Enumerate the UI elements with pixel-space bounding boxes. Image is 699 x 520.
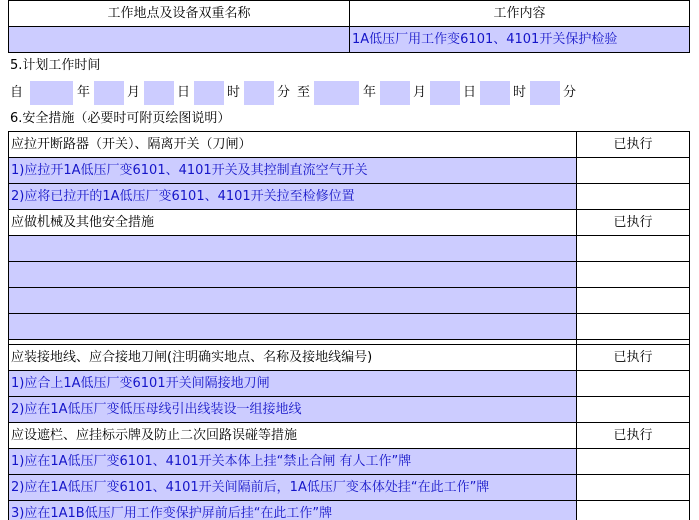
measure-item[interactable]: 1)应合上1A低压厂变6101开关间隔接地刀闸: [8, 370, 577, 397]
executed-checkbox[interactable]: [576, 313, 690, 340]
executed-header: 已执行: [576, 422, 690, 449]
executed-checkbox[interactable]: [576, 157, 690, 184]
executed-checkbox[interactable]: [576, 261, 690, 288]
measure-item[interactable]: 2)应将已拉开的1A低压厂变6101、4101开关拉至检修位置: [8, 183, 577, 210]
section5-title: 5.计划工作时间: [10, 58, 101, 73]
group-heading: 应做机械及其他安全措施: [8, 209, 577, 236]
end-month-field[interactable]: [380, 81, 410, 105]
work-content-value[interactable]: 1A低压厂用工作变6101、4101开关保护检验: [349, 26, 690, 53]
start-month-label: 月: [127, 85, 141, 100]
section6-title: 6.安全措施（必要时可附页绘图说明）: [10, 111, 231, 126]
executed-header: 已执行: [576, 131, 690, 158]
executed-header: 已执行: [576, 209, 690, 236]
group-heading: 应装接地线、应合接地刀闸(注明确实地点、名称及接地线编号): [8, 344, 577, 371]
measure-item[interactable]: [8, 287, 577, 314]
end-minute-field[interactable]: [530, 81, 560, 105]
end-year-label: 年: [363, 85, 377, 100]
measure-item[interactable]: 3)应在1A1B低压厂用工作变保护屏前后挂“在此工作”牌: [8, 500, 577, 520]
executed-checkbox[interactable]: [576, 287, 690, 314]
start-day-field[interactable]: [144, 81, 174, 105]
start-minute-label: 分: [277, 85, 291, 100]
executed-checkbox[interactable]: [576, 500, 690, 520]
group-heading: 应设遮栏、应挂标示牌及防止二次回路误碰等措施: [8, 422, 577, 449]
end-month-label: 月: [413, 85, 427, 100]
executed-checkbox[interactable]: [576, 448, 690, 475]
start-month-field[interactable]: [94, 81, 124, 105]
measure-item[interactable]: 2)应在1A低压厂变6101、4101开关间隔前后，1A低压厂变本体处挂“在此工作”牌: [8, 474, 577, 501]
end-day-label: 日: [463, 85, 477, 100]
measure-item[interactable]: [8, 235, 577, 262]
start-hour-label: 时: [227, 85, 241, 100]
start-year-field[interactable]: [30, 81, 73, 105]
executed-checkbox[interactable]: [576, 474, 690, 501]
end-day-field[interactable]: [430, 81, 460, 105]
header-col1: 工作地点及设备双重名称: [8, 0, 350, 27]
executed-checkbox[interactable]: [576, 396, 690, 423]
end-hour-label: 时: [513, 85, 527, 100]
header-col2: 工作内容: [349, 0, 690, 27]
time-from-label: 自: [10, 85, 24, 100]
start-year-label: 年: [77, 85, 91, 100]
measure-item[interactable]: 1)应拉开1A低压厂变6101、4101开关及其控制直流空气开关: [8, 157, 577, 184]
end-hour-field[interactable]: [480, 81, 510, 105]
group-heading: 应拉开断路器（开关）、隔离开关（刀闸）: [8, 131, 577, 158]
executed-header: 已执行: [576, 344, 690, 371]
executed-checkbox[interactable]: [576, 183, 690, 210]
measure-item[interactable]: 1)应在1A低压厂变6101、4101开关本体上挂“禁止合闸 有人工作”牌: [8, 448, 577, 475]
executed-checkbox[interactable]: [576, 235, 690, 262]
executed-checkbox[interactable]: [576, 370, 690, 397]
time-to-label: 至: [297, 85, 311, 100]
start-hour-field[interactable]: [194, 81, 224, 105]
measure-item[interactable]: 2)应在1A低压厂变低压母线引出线装设一组接地线: [8, 396, 577, 423]
start-day-label: 日: [177, 85, 191, 100]
start-minute-field[interactable]: [244, 81, 274, 105]
end-year-field[interactable]: [314, 81, 359, 105]
end-minute-label: 分: [563, 85, 577, 100]
measure-item[interactable]: [8, 313, 577, 340]
measure-item[interactable]: [8, 261, 577, 288]
location-value[interactable]: [8, 26, 350, 53]
